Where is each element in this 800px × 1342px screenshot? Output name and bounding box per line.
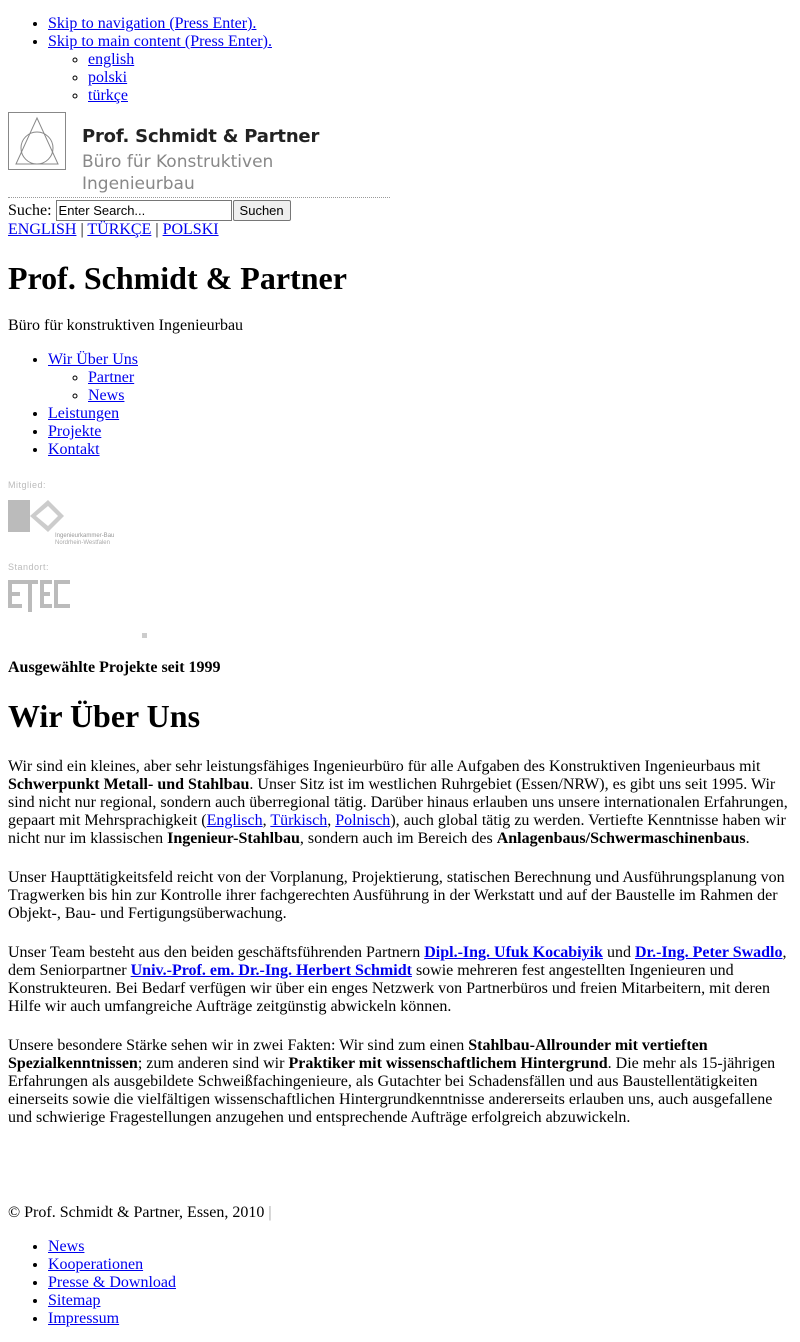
language-item xyxy=(88,69,792,87)
text: ; zum anderen sind wir xyxy=(137,1055,289,1072)
search-input[interactable] xyxy=(56,200,232,221)
footer-separator: | xyxy=(268,1204,272,1221)
text: , dem Seniorpartner xyxy=(8,944,787,979)
nav-contact-link[interactable]: Kontakt xyxy=(48,441,100,458)
text: und xyxy=(602,944,635,961)
header-divider xyxy=(8,197,390,198)
lang-english-link[interactable]: ENGLISH xyxy=(8,221,77,238)
text: Unsere besondere Stärke sehen wir in zwei Fakten: Wir sind zum einen xyxy=(8,1037,469,1054)
skip-to-content-link[interactable]: Skip to main content (Press Enter). xyxy=(48,33,272,50)
nav-item xyxy=(48,351,792,405)
lang-separator: | xyxy=(155,221,159,238)
emphasis: Anlagenbaus/Schwermaschinenbaus xyxy=(496,830,746,847)
text: Unser Team besteht aus den beiden geschäftsführenden Partnern xyxy=(8,944,425,961)
about-subnav xyxy=(48,369,792,405)
emphasis: Praktiker mit wissenschaftlichem Hintergrund xyxy=(288,1055,608,1072)
partner-swadlo-link[interactable]: Dr.-Ing. Peter Swadlo xyxy=(634,944,783,961)
text: . xyxy=(745,830,750,847)
text: . Unser Sitz ist im westlichen Ruhrgebiet (Essen/NRW), es gibt uns seit 1995. Wir sind nicht nur regional, sondern auch überregional tätig. Darüber hinaus erlauben uns unsere internationalen Erfahrungen, gepaart mit Mehrsprachigkeit ( xyxy=(8,776,788,829)
site-subtitle: Büro für konstruktiven Ingenieurbau xyxy=(8,317,244,334)
footer-nav-item xyxy=(48,1310,792,1328)
nav-item xyxy=(88,369,792,387)
chamber-region: Nordrhein-Westfalen xyxy=(55,540,110,546)
language-item xyxy=(88,87,792,105)
search-button[interactable]: Suchen xyxy=(233,200,291,221)
turkish-link[interactable]: Türkisch xyxy=(270,812,328,829)
projects-heading: Ausgewählte Projekte seit 1999 xyxy=(8,659,221,676)
logo-mark-icon xyxy=(8,112,66,170)
nav-item xyxy=(48,423,792,441)
footer-nav-item xyxy=(48,1292,792,1310)
partner-schmidt-link[interactable]: Univ.-Prof. em. Dr.-Ing. Herbert Schmidt xyxy=(130,962,412,979)
footer-news-link[interactable]: News xyxy=(48,1238,85,1255)
lang-separator: | xyxy=(80,221,84,238)
footer-nav-item xyxy=(48,1238,792,1256)
logo-brand: Prof. Schmidt & Partner xyxy=(82,126,320,147)
language-link-polish[interactable]: polski xyxy=(88,69,128,86)
text: Wir sind ein kleines, aber sehr leistungsfähiges Ingenieurbüro für alle Aufgaben des Konstruktiven Ingenieurbaus mit xyxy=(8,758,761,775)
footer-navigation xyxy=(8,1238,792,1328)
location-label: Standort: xyxy=(8,562,50,572)
footer-nav-item xyxy=(48,1256,792,1274)
nav-projects-link[interactable]: Projekte xyxy=(48,423,102,440)
text: , xyxy=(327,812,336,829)
footer-sitemap-link[interactable]: Sitemap xyxy=(48,1292,101,1309)
nav-news-link[interactable]: News xyxy=(88,387,125,404)
page-title: Wir Über Uns xyxy=(8,698,201,734)
content-paragraph xyxy=(8,944,792,1016)
language-bar xyxy=(8,221,792,239)
search-label: Suche: xyxy=(8,201,52,219)
text: sowie mehreren fest angestellten Ingenieuren und Konstrukteuren. Bei Bedarf verfügen wir über ein enges Netzwerk von Partnerbüros und freien Mitarbeitern, mit deren Hilfe wir auch umfangreiche Aufträge zeitgünstig abwickeln können. xyxy=(8,962,770,1015)
etec-logo-icon[interactable] xyxy=(8,578,72,614)
content-paragraph xyxy=(8,1037,792,1127)
search-form xyxy=(8,200,792,221)
main-content xyxy=(8,758,792,1127)
site-logo[interactable] xyxy=(8,112,390,194)
skip-links xyxy=(8,8,792,105)
polish-link[interactable]: Polnisch xyxy=(335,812,391,829)
english-link[interactable]: Englisch xyxy=(206,812,263,829)
member-label: Mitglied: xyxy=(8,480,47,490)
lang-polish-link[interactable]: POLSKI xyxy=(162,221,219,238)
site-title: Prof. Schmidt & Partner xyxy=(8,260,347,296)
nav-partner-link[interactable]: Partner xyxy=(88,369,135,386)
chamber-logo-icon xyxy=(8,496,68,536)
text: , sondern auch im Bereich des xyxy=(299,830,497,847)
language-list xyxy=(48,51,792,105)
text: ), auch global tätig zu werden. Vertiefte Kenntnisse haben wir nicht nur im klassischen xyxy=(8,812,786,847)
partner-kocabiyik-link[interactable]: Dipl.-Ing. Ufuk Kocabiyik xyxy=(424,944,603,961)
emphasis: Ingenieur-Stahlbau xyxy=(167,830,300,847)
chamber-logo[interactable] xyxy=(8,496,138,552)
nav-item xyxy=(88,387,792,405)
skip-item xyxy=(48,33,792,105)
emphasis: Schwerpunkt Metall- und Stahlbau xyxy=(8,776,250,793)
footer xyxy=(8,1204,792,1222)
nav-item xyxy=(48,405,792,423)
emphasis: Stahlbau-Allrounder mit vertieften Spezialkenntnissen xyxy=(8,1037,708,1072)
language-item xyxy=(88,51,792,69)
main-navigation xyxy=(8,351,792,459)
decorative-dot xyxy=(142,633,147,638)
logo-tagline: Büro für Konstruktiven Ingenieurbau xyxy=(82,152,274,194)
skip-to-navigation-link[interactable]: Skip to navigation (Press Enter). xyxy=(48,15,257,32)
nav-about-link[interactable]: Wir Über Uns xyxy=(48,351,138,368)
content-paragraph: Unser Haupttätigkeitsfeld reicht von der Vorplanung, Projektierung, statischen Berechnung und Ausführungsplanung von Tragwerken bis hin zur Kontrolle ihrer fachgerechten Ausführung in der Werkstatt und auf der Baustelle im Rahmen der Objekt-, Bau- und Fertigungsüberwachung. xyxy=(8,869,785,922)
footer-imprint-link[interactable]: Impressum xyxy=(48,1310,120,1327)
text: , xyxy=(262,812,271,829)
nav-item xyxy=(48,441,792,459)
footer-nav-item xyxy=(48,1274,792,1292)
lang-turkish-link[interactable]: TÜRKÇE xyxy=(87,221,152,238)
footer-press-link[interactable]: Presse & Download xyxy=(48,1274,176,1291)
text: . Die mehr als 15-jährigen Erfahrungen als ausgebildete Schweißfachingenieure, als Gutachter bei Schadensfällen und aus Baustellentätigkeiten einerseits sowie die vielfältigen wissenschaftlichen Hintergrundkenntnisse andererseits erlauben uns, auch ausgefallene und schwierige Fragestellungen anzugehen und entsprechende Aufträge erfolgreich abzuwickeln. xyxy=(8,1055,776,1126)
language-link-english[interactable]: english xyxy=(88,51,135,68)
language-link-turkish[interactable]: türkçe xyxy=(88,87,128,104)
chamber-name: Ingenieurkammer-Bau xyxy=(55,533,115,539)
footer-cooperations-link[interactable]: Kooperationen xyxy=(48,1256,144,1273)
skip-item xyxy=(48,15,792,33)
copyright: © Prof. Schmidt & Partner, Essen, 2010 xyxy=(8,1204,265,1221)
nav-services-link[interactable]: Leistungen xyxy=(48,405,120,422)
content-paragraph xyxy=(8,758,792,848)
